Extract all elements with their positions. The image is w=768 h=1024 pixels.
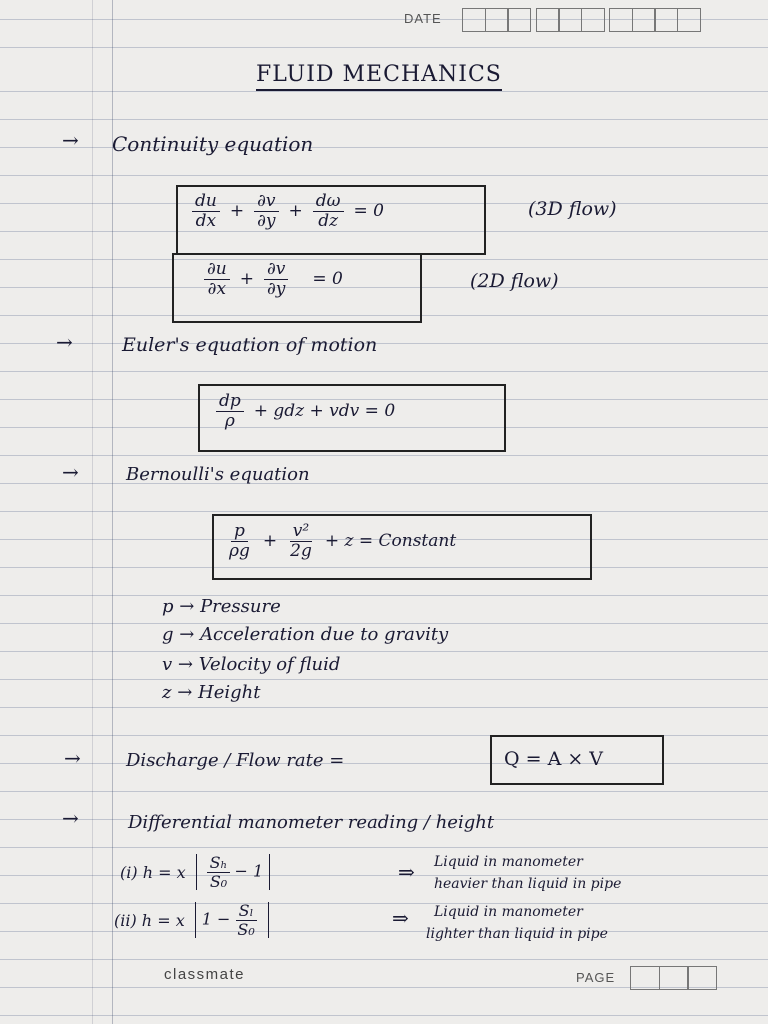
margin-line-inner xyxy=(92,0,93,1024)
page-title: FLUID MECHANICS xyxy=(256,62,502,91)
brand-logo: classmate xyxy=(164,966,246,983)
discharge-formula: Q = A × V xyxy=(504,748,604,770)
continuity-3d-note: (3D flow) xyxy=(528,198,617,220)
date-boxes xyxy=(462,8,699,32)
manometer-case2: (ii) h = x 1 − $\frac{\text{Sₗ}}{\text{S₀}}$ xyxy=(114,902,273,938)
euler-equation: $\frac{dp}{\rho}$ + gdz + vdv = 0 xyxy=(212,392,395,430)
manometer-case1-note-2: heavier than liquid in pipe xyxy=(434,876,622,892)
manometer-case1: (i) h = x $\frac{\text{Sₕ}}{\text{S₀}}$ − 1 xyxy=(120,854,274,890)
manometer-heading: Differential manometer reading / height xyxy=(128,812,495,833)
bernoulli-heading: Bernoulli's equation xyxy=(126,464,310,485)
double-arrow-right-icon: ⇒ xyxy=(392,906,409,930)
page-number-boxes xyxy=(630,966,716,990)
date-label: DATE xyxy=(404,11,442,26)
double-arrow-right-icon: ⇒ xyxy=(398,860,415,884)
arrow-right-icon: → xyxy=(62,460,79,484)
manometer-case1-note-1: Liquid in manometer xyxy=(434,854,583,870)
continuity-heading: Continuity equation xyxy=(112,132,314,156)
legend-item-height: z → Height xyxy=(162,682,261,703)
euler-heading: Euler's equation of motion xyxy=(122,334,378,356)
bernoulli-equation: $\frac{p}{\rho g}$ + $\frac{\text{v²}}{2g}$ + z = Constant xyxy=(229,521,457,561)
legend-item-velocity: v → Velocity of fluid xyxy=(162,654,341,675)
arrow-right-icon: → xyxy=(56,330,73,354)
continuity-3d-equation: $\frac{du}{dx}$ + $\frac{\partial v}{\partial y}$ + $\frac{d\omega}{dz}$ = 0 xyxy=(188,192,384,230)
arrow-right-icon: → xyxy=(64,746,81,770)
page-label: PAGE xyxy=(576,970,616,985)
legend-item-pressure: p → Pressure xyxy=(162,596,281,617)
manometer-case2-note-1: Liquid in manometer xyxy=(434,904,583,920)
discharge-label: Discharge / Flow rate = xyxy=(126,750,345,771)
continuity-2d-equation: $\frac{\partial u}{\partial x}$ + $\frac{\partial v}{\partial y}$ = 0 xyxy=(200,260,343,298)
arrow-right-icon: → xyxy=(62,806,79,830)
legend-item-gravity: g → Acceleration due to gravity xyxy=(162,624,449,645)
arrow-right-icon: → xyxy=(62,128,79,152)
manometer-case2-note-2: lighter than liquid in pipe xyxy=(426,926,608,942)
continuity-2d-note: (2D flow) xyxy=(470,270,559,292)
